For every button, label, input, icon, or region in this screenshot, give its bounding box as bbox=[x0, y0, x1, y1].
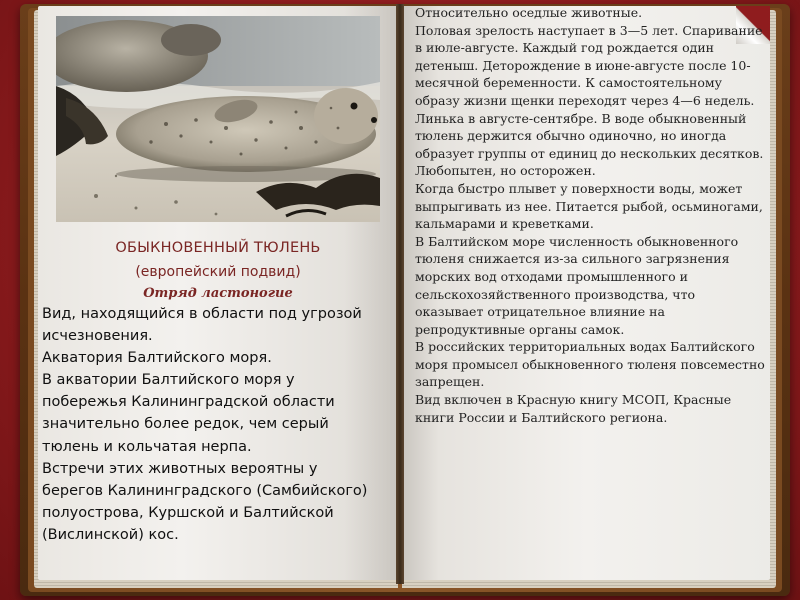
right-paragraph: Половая зрелость наступает в 3—5 лет. Спаривание в июле-августе. Каждый год рождается один детеныш. Деторождение в июне-августе после 10-месячной беременности. К самостоятельному образу жизни щенки переходят через 4—6 недель. Линька в августе-сентябре. В воде обыкновенный тюлень держится обычно одиночно, но иногда образует группы от единиц до нескольких десятков. Любопытен, но осторожен. bbox=[415, 22, 764, 179]
left-paragraph: В акватории Балтийского моря у побережья Калининградской области значительно более редок, чем серый тюлень и кольчатая нерпа. bbox=[42, 372, 335, 455]
species-subtitle: (европейский подвид) bbox=[135, 264, 301, 280]
right-paragraph: Вид включен в Красную книгу МСОП, Красные книги России и Балтийского региона. bbox=[415, 392, 732, 425]
right-paragraph: В российских территориальных водах Балтийского моря промысел обыкновенного тюленя повсеместно запрещен. bbox=[415, 339, 765, 390]
left-paragraph: Встречи этих животных вероятны у берегов Калининградского (Самбийского) полуострова, Куршской и Балтийской (Вислинской) кос. bbox=[42, 460, 368, 543]
seal-photo bbox=[56, 16, 380, 222]
left-paragraph: Акватория Балтийского моря. bbox=[42, 350, 272, 367]
left-page-text bbox=[42, 303, 372, 546]
right-paragraph: В Балтийском море численность обыкновенного тюленя снижается из-за сильного загрязнения морских вод отходами промышленного и сельскохозяйственного производства, что оказывает отрицательное влияние на репродуктивные органы самок. bbox=[415, 233, 739, 337]
left-paragraph: Вид, находящийся в области под угрозой исчезновения. bbox=[42, 306, 362, 345]
seal-photo-image bbox=[56, 16, 380, 222]
right-page-text bbox=[415, 4, 765, 426]
right-paragraph: Относительно оседлые животные. bbox=[415, 5, 643, 20]
book-spine bbox=[396, 4, 404, 584]
order-label: Отряд ластоногие bbox=[143, 286, 293, 301]
right-paragraph: Когда быстро плывет у поверхности воды, может выпрыгивать из нее. Питается рыбой, осьминогами, кальмарами и креветками. bbox=[415, 180, 763, 232]
species-title: ОБЫКНОВЕННЫЙ ТЮЛЕНЬ bbox=[115, 240, 321, 256]
